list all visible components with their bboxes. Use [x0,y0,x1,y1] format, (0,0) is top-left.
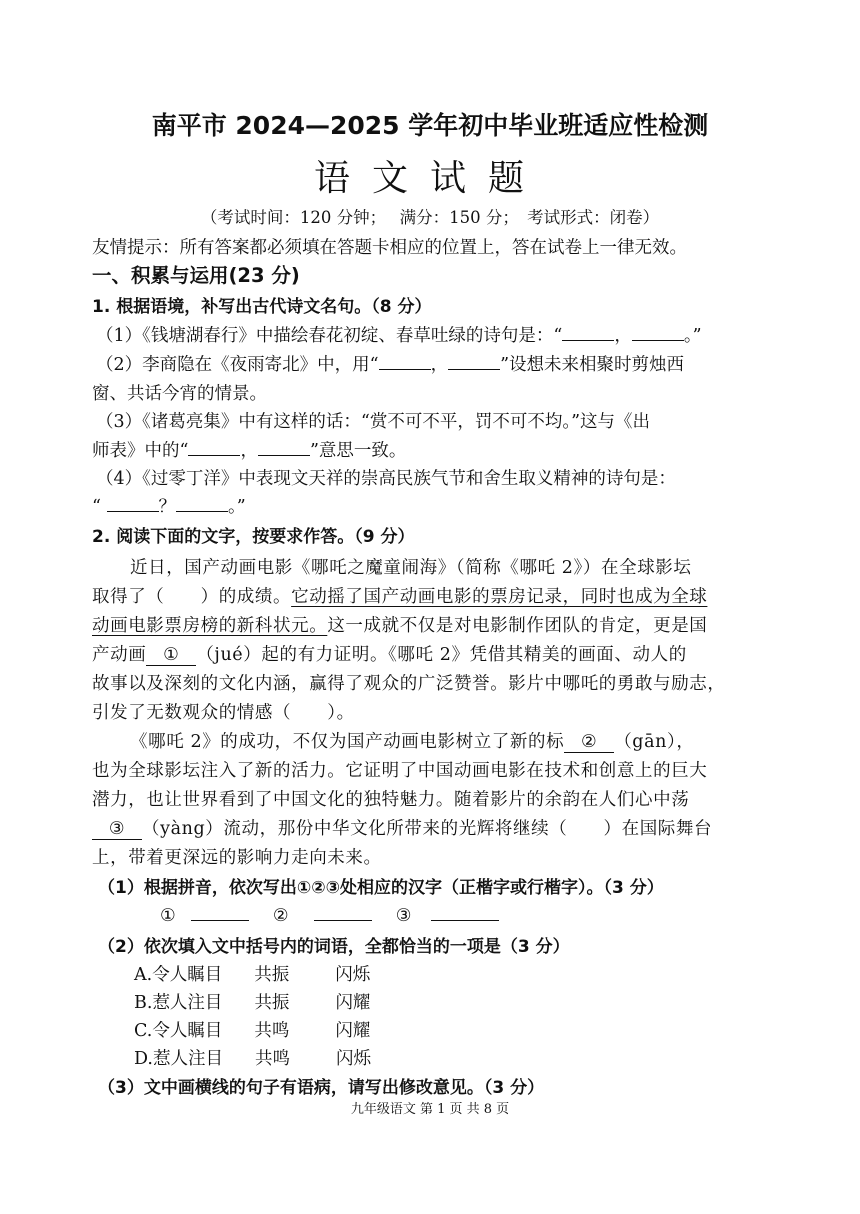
option-b[interactable] [134,989,370,1014]
friendly-tip: 友情提示：所有答案都必须填在答题卡相应的位置上，答在试卷上一律无效。 [92,238,687,258]
q1-item-4-text: “ [92,497,107,517]
passage-line: 引发了无数观众的情感（ ）。 [92,703,355,723]
subject-title: 语文试题 [313,158,546,199]
q1-item-3-cont [92,437,406,462]
option-letter: A. [134,965,153,985]
option-word: 惹人注目 [152,1049,223,1069]
q1-item-3: （3）《诸葛亮集》中有这样的话：“赏不可不平，罚不可不均。”这与《出 [96,412,651,432]
option-word: 闪耀 [335,1021,371,1041]
option-d[interactable] [134,1045,371,1070]
pinyin-blank-1[interactable]: ① [146,645,196,666]
passage-text: （gān）， [614,732,695,752]
section-heading: 一、积累与运用(23 分) [92,264,300,287]
answer-blank[interactable] [176,493,228,512]
pinyin-blank-3[interactable]: ③ [92,819,142,840]
passage-text: （jué）起的有力证明。《哪吒 2》凭借其精美的画面、动人的 [196,645,687,665]
passage-line: 潜力，也让世界看到了中国文化的独特魅力。随着影片的余韵在人们心中荡 [92,790,690,810]
answer-blank[interactable] [191,902,249,921]
q1-item-1-end: 。” [683,326,702,346]
q1-item-3-end: ”意思一致。 [309,441,407,461]
option-letter: B. [134,993,153,1013]
option-c[interactable] [134,1017,370,1042]
answer-blank[interactable] [562,322,614,341]
q1-item-4-sep: ？ [158,497,177,517]
slot-label: ② [272,906,289,926]
answer-blank[interactable] [107,493,159,512]
passage-line [92,583,707,608]
exam-title: 南平市 2024—2025 学年初中毕业班适应性检测 [151,111,709,140]
passage-text: （yàng）流动，那份中华文化所带来的光辉将继续（ ）在国际舞台 [142,819,713,839]
question-2-title: 2. 阅读下面的文字，按要求作答。（9 分） [92,527,415,547]
passage-text: 这一成就不仅是对电影制作团队的肯定，更是国 [327,616,708,636]
subquestion-2-title: （2）依次填入文中括号内的词语，全都恰当的一项是（3 分） [98,937,570,957]
option-word: 闪耀 [335,993,371,1013]
option-word: 闪烁 [335,965,371,985]
passage-line [92,612,707,637]
question-1-title: 1. 根据语境，补写出古代诗文名句。（8 分） [92,297,432,317]
passage-text: 取得了（ ）的成绩。 [92,587,292,607]
option-a[interactable] [134,961,370,986]
subquestion-3-title: （3）文中画横线的句子有语病，请写出修改意见。（3 分） [98,1078,545,1098]
subquestion-1-title: （1）根据拼音，依次写出①②③处相应的汉字（正楷字或行楷字）。（3 分） [98,878,664,898]
option-word: 共振 [254,993,290,1013]
passage-text: 产动画 [92,645,147,665]
pinyin-blank-2[interactable]: ② [564,732,614,753]
option-word: 共振 [254,965,290,985]
answer-blank[interactable] [379,351,431,370]
q1-item-2-sep: ， [430,355,449,375]
passage-line: 故事以及深刻的文化内涵，赢得了观众的广泛赞誉。影片中哪吒的勇敢与励志， [92,674,726,694]
answer-blank[interactable] [314,902,372,921]
exam-info: （考试时间：120 分钟； 满分：150 分； 考试形式：闭卷） [200,208,660,227]
q1-item-1-text: （1）《钱塘湖春行》中描绘春花初绽、春草吐绿的诗句是：“ [96,326,563,346]
passage-text: 《哪吒 2》的成功，不仅为国产动画电影树立了新的标 [130,732,565,752]
answer-blank[interactable] [448,351,500,370]
q1-item-2-cont: 窗、共话今宵的情景。 [92,384,267,404]
slot-label: ③ [395,906,412,926]
option-word: 令人瞩目 [152,965,223,985]
option-word: 共鸣 [254,1049,290,1069]
q1-item-2 [96,351,684,376]
answer-blank[interactable] [632,322,684,341]
q1-item-4: （4）《过零丁洋》中表现文天祥的崇高民族气节和舍生取义精神的诗句是： [96,469,676,489]
passage-line [92,641,687,666]
answer-blank[interactable] [188,437,240,456]
option-word: 闪烁 [335,1049,371,1069]
option-word: 惹人注目 [152,993,223,1013]
q1-item-4-end: 。” [228,497,246,517]
q1-item-4-cont [92,493,246,518]
slot-label: ① [160,906,176,926]
q1-item-3-text: 师表》中的“ [92,441,189,461]
answer-blank[interactable] [258,437,310,456]
answer-slots [160,902,499,926]
q1-item-2-end: ”设想未来相聚时剪烛西 [500,355,685,375]
passage-line [130,728,694,753]
q1-item-3-sep: ， [240,441,258,461]
q1-item-1 [96,322,702,347]
q1-item-2-text: （2）李商隐在《夜雨寄北》中，用“ [96,355,379,375]
passage-line: 上，带着更深远的影响力走向未来。 [92,848,382,868]
q1-item-1-sep: ， [614,326,632,346]
option-word: 令人瞩目 [152,1021,223,1041]
passage-line [92,815,712,840]
option-letter: C. [134,1021,153,1041]
passage-line: 也为全球影坛注入了新的活力。它证明了中国动画电影在技术和创意上的巨大 [92,761,708,781]
option-word: 共鸣 [254,1021,290,1041]
underlined-sentence: 动画电影票房榜的新科状元。 [92,616,328,636]
underlined-sentence: 它动摇了国产动画电影的票房记录，同时也成为全球 [291,587,708,607]
passage-line: 近日，国产动画电影《哪吒之魔童闹海》（简称《哪吒 2》）在全球影坛 [130,558,692,578]
answer-blank[interactable] [431,902,499,921]
page-footer: 九年级语文 第 1 页 共 8 页 [350,1102,510,1117]
option-letter: D. [134,1049,153,1069]
